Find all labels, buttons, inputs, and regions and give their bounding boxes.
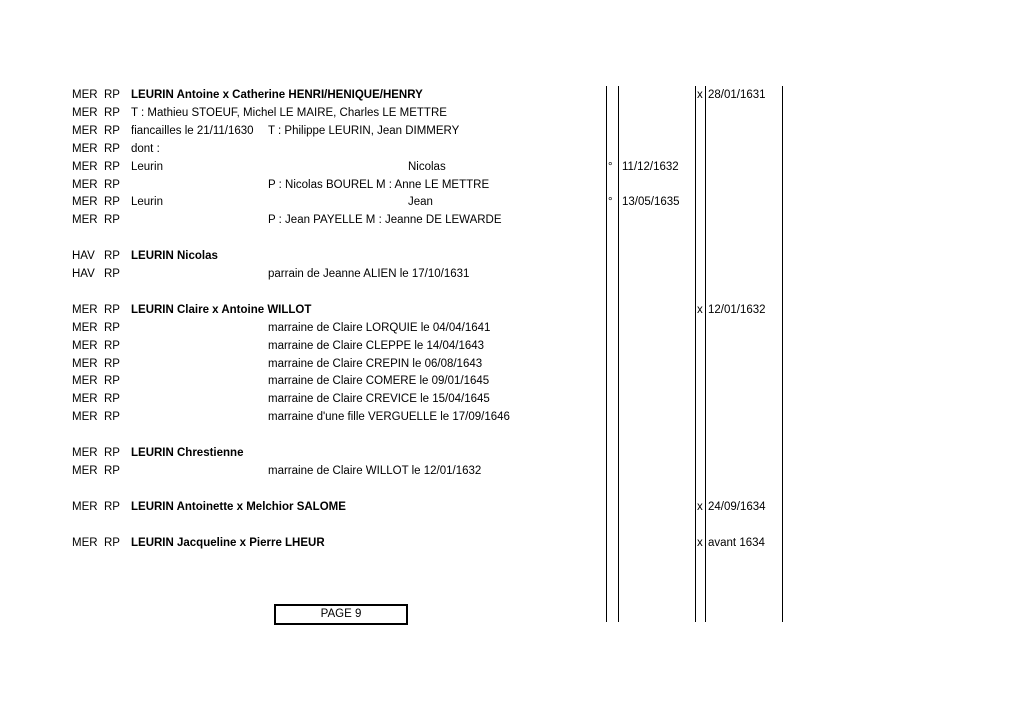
entry-text: LEURIN Jacqueline x Pierre LHEUR xyxy=(131,536,325,549)
place-cell: MER xyxy=(72,178,98,191)
source-cell: RP xyxy=(104,250,120,263)
register-row xyxy=(0,105,1024,122)
place-cell: MER xyxy=(72,160,98,173)
register-row xyxy=(0,302,1024,319)
register-row xyxy=(0,248,1024,265)
place-cell: MER xyxy=(72,447,98,459)
register-row xyxy=(0,356,1024,373)
register-row xyxy=(0,499,1024,516)
marriage-date: 12/01/1632 xyxy=(708,303,766,316)
entry-text: Leurin xyxy=(131,160,163,173)
register-row xyxy=(0,212,1024,229)
marriage-date: 24/09/1634 xyxy=(708,500,766,513)
entry-text: fiancailles le 21/11/1630 xyxy=(131,124,254,137)
place-cell: MER xyxy=(72,196,98,209)
detail-text: parrain de Jeanne ALIEN le 17/10/1631 xyxy=(268,268,470,280)
place-cell: MER xyxy=(72,214,98,227)
detail-text: marraine de Claire COMERE le 09/01/1645 xyxy=(268,375,490,388)
register-row xyxy=(0,391,1024,408)
source-cell: RP xyxy=(104,411,120,424)
place-cell: MER xyxy=(72,303,98,316)
source-cell: RP xyxy=(104,500,120,513)
detail-text: marraine d'une fille VERGUELLE le 17/09/1646 xyxy=(268,411,510,424)
place-cell: MER xyxy=(72,321,98,334)
source-cell: RP xyxy=(104,375,120,388)
register-row xyxy=(0,177,1024,194)
place-cell: MER xyxy=(72,106,98,119)
baptism-mark: ° xyxy=(608,160,613,173)
marriage-date: avant 1634 xyxy=(708,536,765,549)
entry-text: LEURIN Nicolas xyxy=(131,250,218,263)
entry-text: T : Mathieu STOEUF, Michel LE MAIRE, Charles LE METTRE xyxy=(131,106,447,119)
entry-text: Leurin xyxy=(131,196,163,209)
source-cell: RP xyxy=(104,357,120,370)
register-row xyxy=(0,266,1024,283)
place-cell: MER xyxy=(72,124,98,137)
source-cell: RP xyxy=(104,106,120,119)
place-cell: MER xyxy=(72,500,98,513)
place-cell: MER xyxy=(72,142,98,155)
source-cell: RP xyxy=(104,464,120,477)
detail-text: T : Philippe LEURIN, Jean DIMMERY xyxy=(268,124,460,137)
marriage-mark: x xyxy=(697,500,703,513)
source-cell: RP xyxy=(104,160,120,173)
place-cell: MER xyxy=(72,357,98,370)
register-row xyxy=(0,535,1024,552)
detail-text: P : Jean PAYELLE M : Jeanne DE LEWARDE xyxy=(268,214,502,227)
entry-text: LEURIN Antoinette x Melchior SALOME xyxy=(131,500,346,513)
entry-text: LEURIN Antoine x Catherine HENRI/HENIQUE/HENRY xyxy=(131,89,423,101)
source-cell: RP xyxy=(104,124,120,137)
marriage-mark: x xyxy=(697,536,703,549)
place-cell: MER xyxy=(72,411,98,424)
register-row xyxy=(0,87,1024,104)
detail-text: marraine de Claire CREVICE le 15/04/1645 xyxy=(268,393,490,406)
source-cell: RP xyxy=(104,303,120,316)
source-cell: RP xyxy=(104,89,120,101)
source-cell: RP xyxy=(104,393,120,406)
baptism-date: 13/05/1635 xyxy=(622,196,680,209)
source-cell: RP xyxy=(104,321,120,334)
child-name: Jean xyxy=(408,196,433,209)
register-row xyxy=(0,320,1024,337)
place-cell: MER xyxy=(72,89,98,101)
register-row xyxy=(0,373,1024,390)
marriage-date: 28/01/1631 xyxy=(708,89,766,101)
source-cell: RP xyxy=(104,178,120,191)
register-row xyxy=(0,409,1024,426)
marriage-mark: x xyxy=(697,303,703,316)
register-row xyxy=(0,445,1024,462)
page-number-box: PAGE 9 xyxy=(274,604,408,625)
place-cell: HAV xyxy=(72,250,95,263)
child-name: Nicolas xyxy=(408,160,446,173)
register-row xyxy=(0,123,1024,140)
source-cell: RP xyxy=(104,214,120,227)
baptism-date: 11/12/1632 xyxy=(622,160,679,173)
source-cell: RP xyxy=(104,196,120,209)
place-cell: HAV xyxy=(72,268,95,280)
place-cell: MER xyxy=(72,536,98,549)
register-row xyxy=(0,194,1024,211)
register-row xyxy=(0,159,1024,176)
detail-text: marraine de Claire CLEPPE le 14/04/1643 xyxy=(268,339,485,352)
register-row xyxy=(0,463,1024,480)
entry-text: LEURIN Claire x Antoine WILLOT xyxy=(131,303,312,316)
source-cell: RP xyxy=(104,268,120,280)
place-cell: MER xyxy=(72,393,98,406)
entry-text: dont : xyxy=(131,142,160,155)
detail-text: P : Nicolas BOUREL M : Anne LE METTRE xyxy=(268,178,490,191)
register-row xyxy=(0,338,1024,355)
detail-text: marraine de Claire WILLOT le 12/01/1632 xyxy=(268,464,482,477)
source-cell: RP xyxy=(104,142,120,155)
place-cell: MER xyxy=(72,339,98,352)
marriage-mark: x xyxy=(697,89,703,101)
entry-text: LEURIN Chrestienne xyxy=(131,447,244,459)
place-cell: MER xyxy=(72,464,98,477)
baptism-mark: ° xyxy=(608,196,613,209)
source-cell: RP xyxy=(104,447,120,459)
detail-text: marraine de Claire LORQUIE le 04/04/1641 xyxy=(268,321,491,334)
detail-text: marraine de Claire CREPIN le 06/08/1643 xyxy=(268,357,483,370)
source-cell: RP xyxy=(104,536,120,549)
source-cell: RP xyxy=(104,339,120,352)
register-row xyxy=(0,141,1024,158)
place-cell: MER xyxy=(72,375,98,388)
